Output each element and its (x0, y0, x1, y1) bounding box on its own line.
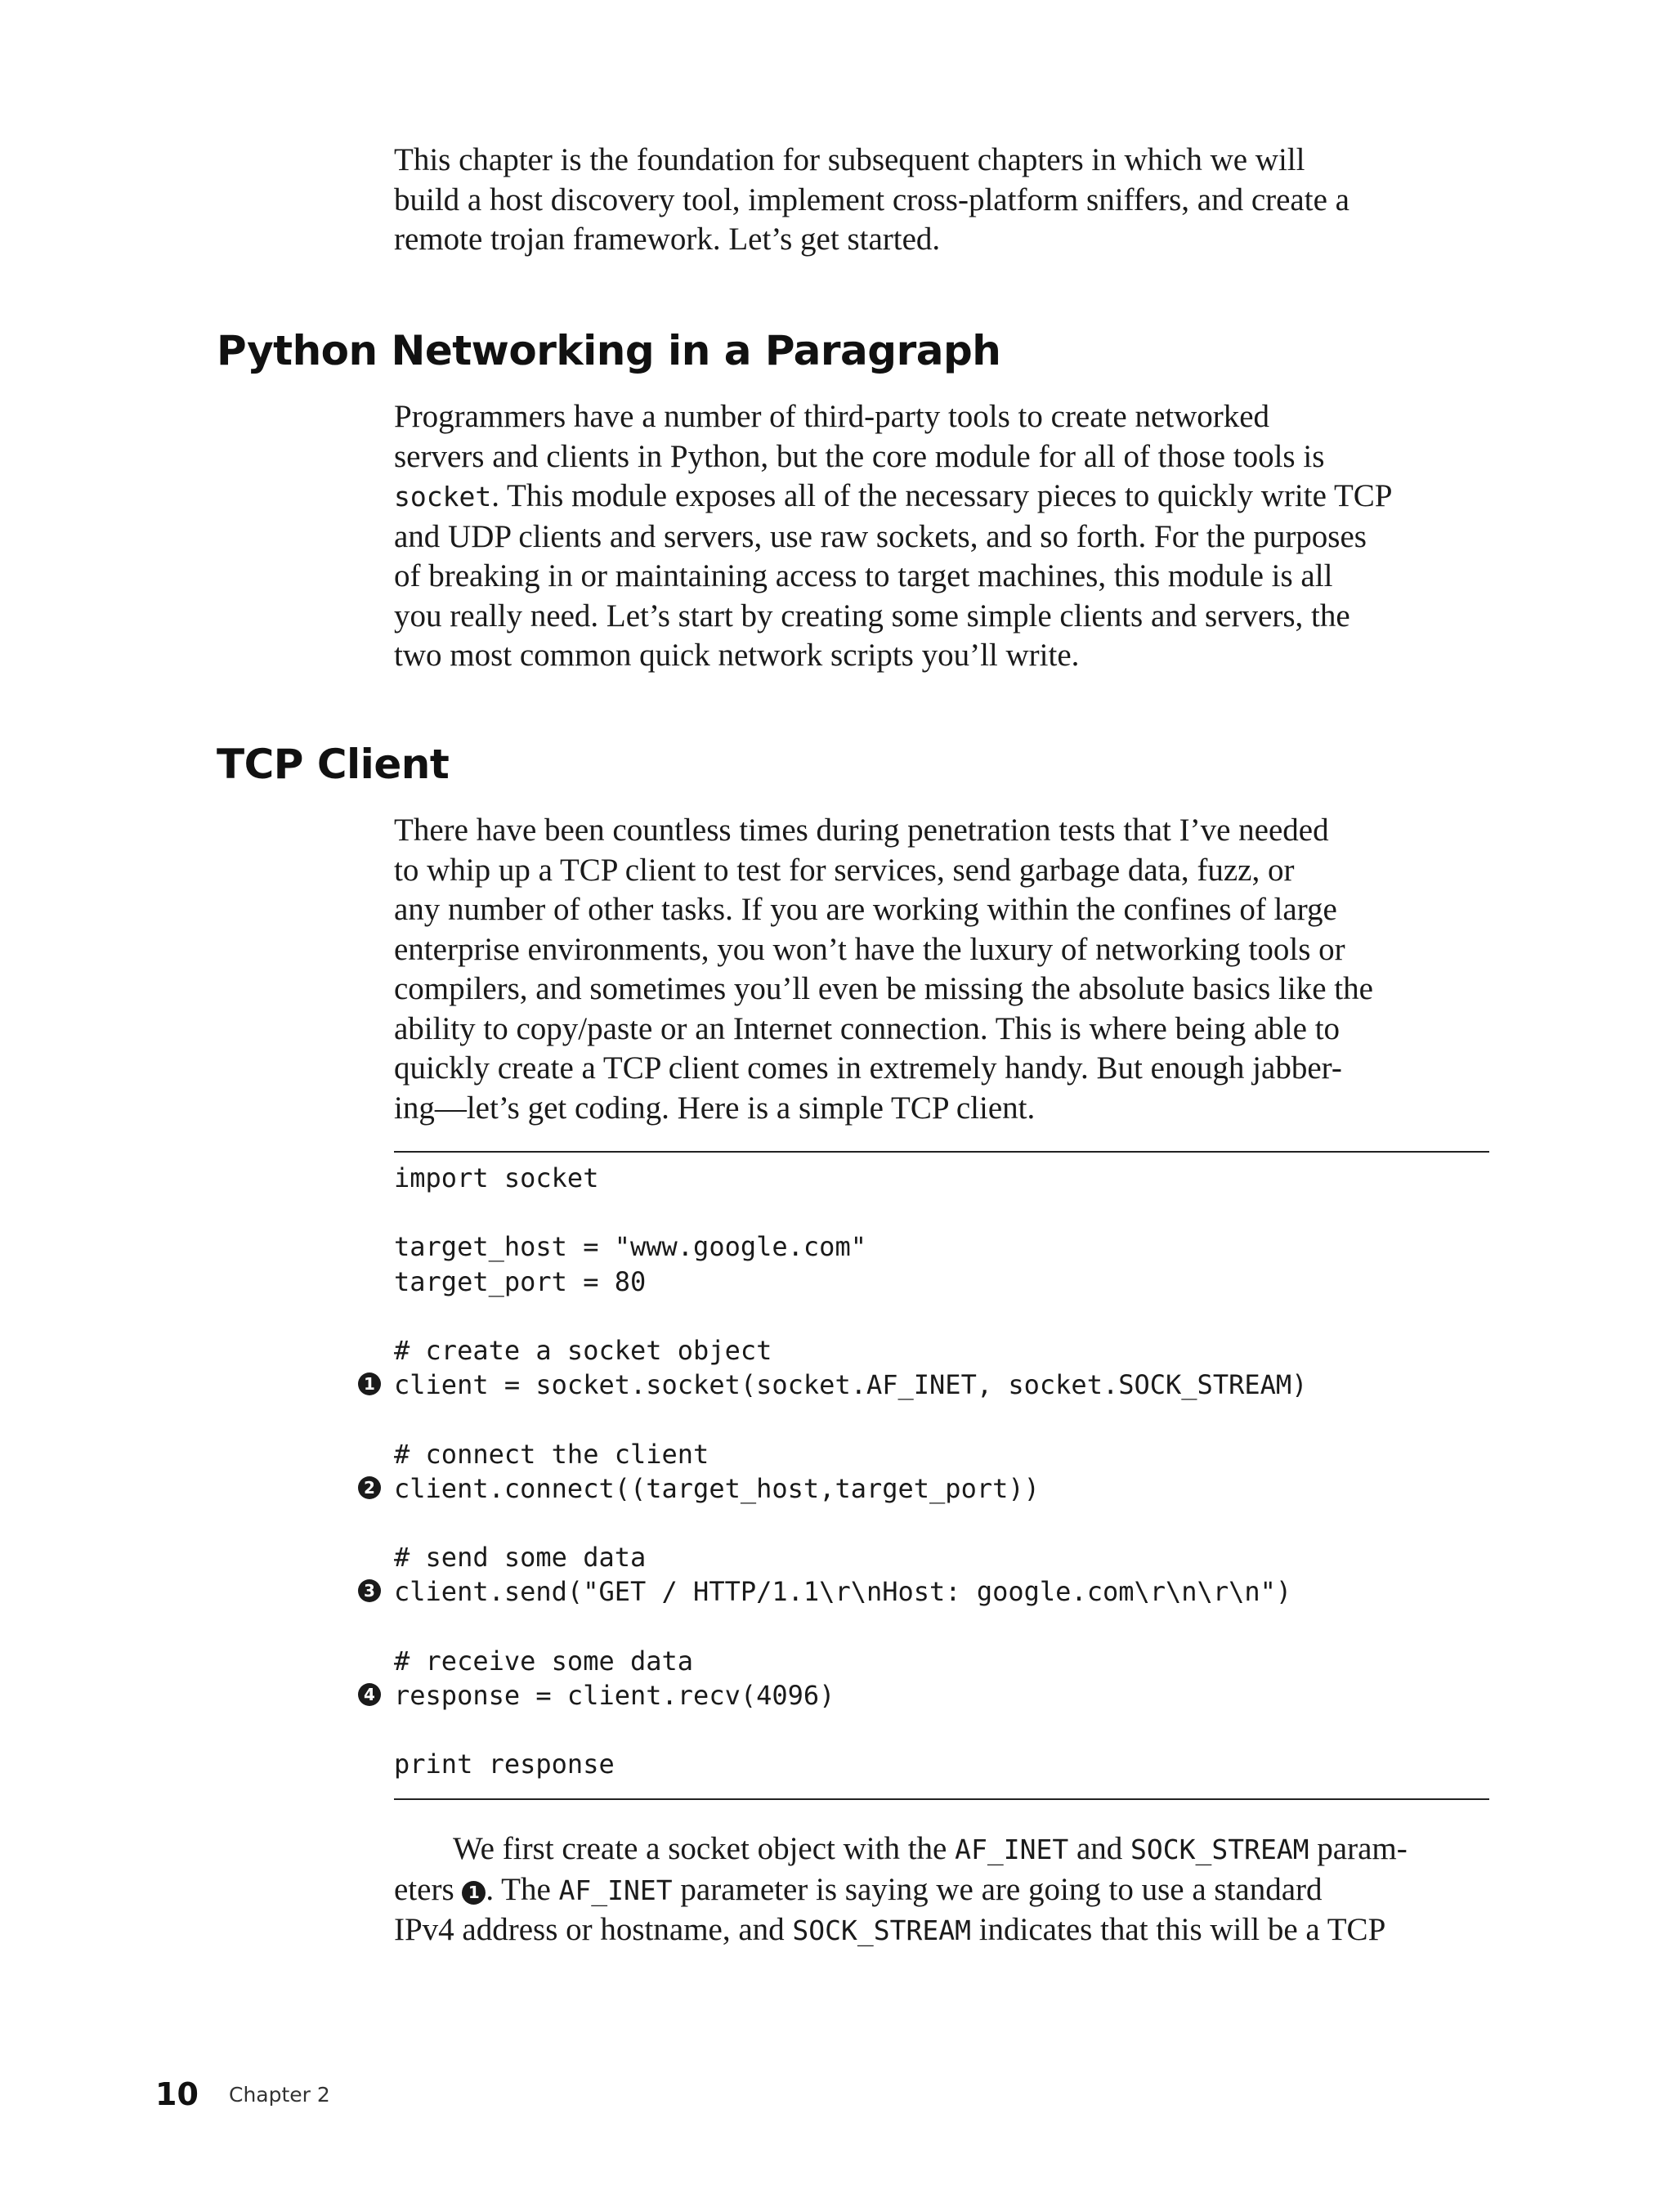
code-line (394, 1299, 1489, 1333)
section-heading-python-networking: Python Networking in a Paragraph (217, 327, 1001, 374)
intro-line: build a host discovery tool, implement cross-platform sniffers, and create a (394, 181, 1349, 217)
code-bottom-rule (394, 1798, 1489, 1800)
intro-paragraph (394, 141, 1489, 260)
code-line (394, 1437, 1489, 1471)
python-networking-paragraph (394, 397, 1489, 676)
paragraph-text: and (1068, 1831, 1130, 1866)
code-text: import socket (394, 1162, 599, 1193)
code-text: # create a socket object (394, 1334, 772, 1366)
section-heading-tcp-client: TCP Client (217, 741, 450, 788)
code-text: # connect the client (394, 1438, 709, 1470)
inline-code: AF_INET (955, 1834, 1069, 1865)
paragraph-text: parameter is saying we are going to use a standard (672, 1871, 1323, 1907)
intro-line: This chapter is the foundation for subsequent chapters in which we will (394, 142, 1305, 177)
callout-marker-4: 4 (358, 1683, 381, 1706)
code-line (394, 1713, 1489, 1747)
paragraph-line: There have been countless times during penetration tests that I’ve needed (394, 813, 1329, 848)
code-line (394, 1333, 1489, 1368)
code-line (394, 1506, 1489, 1540)
paragraph-text: . This module exposes all of the necessary pieces to quickly write TCP (491, 478, 1393, 513)
paragraph-text: We first create a socket object with the (453, 1831, 956, 1866)
paragraph-line: enterprise environments, you won’t have the luxury of networking tools or (394, 931, 1345, 967)
code-text: client.connect((target_host,target_port)) (394, 1472, 1040, 1504)
paragraph-line: compilers, and sometimes you’ll even be missing the absolute basics like the (394, 971, 1373, 1006)
code-text: response = client.recv(4096) (394, 1679, 835, 1711)
code-line (394, 1540, 1489, 1574)
code-line (394, 1195, 1489, 1229)
code-line (394, 1229, 1489, 1264)
paragraph-text: IPv4 address or hostname, and (394, 1912, 793, 1947)
callout-marker-1: 1 (462, 1881, 486, 1905)
paragraph-line: and UDP clients and servers, use raw sockets, and so forth. For the purposes (394, 518, 1367, 554)
paragraph-text: indicates that this will be a TCP (970, 1912, 1386, 1947)
callout-marker-3: 3 (358, 1579, 381, 1602)
code-top-rule (394, 1151, 1489, 1153)
paragraph-text: param- (1309, 1831, 1408, 1866)
code-text: client.send("GET / HTTP/1.1\r\nHost: google.com\r\n\r\n") (394, 1576, 1292, 1608)
page-number: 10 (155, 2076, 199, 2112)
code-text: target_port = 80 (394, 1265, 647, 1297)
code-line (394, 1161, 1489, 1195)
paragraph-line: two most common quick network scripts you’ll write. (394, 638, 1080, 673)
paragraph-line (394, 1829, 1489, 1870)
paragraph-line (394, 477, 1489, 517)
code-text: client = socket.socket(socket.AF_INET, socket.SOCK_STREAM) (394, 1369, 1308, 1401)
code-text: print response (394, 1749, 615, 1780)
code-line (394, 1644, 1489, 1678)
code-line (394, 1265, 1489, 1299)
paragraph-line: to whip up a TCP client to test for services, send garbage data, fuzz, or (394, 852, 1295, 888)
paragraph-line (394, 1910, 1489, 1951)
code-listing (364, 1161, 1489, 1781)
paragraph-line: any number of other tasks. If you are working within the confines of large (394, 892, 1337, 927)
tcp-client-paragraph (394, 811, 1489, 1128)
paragraph-line: ability to copy/paste or an Internet connection. This is where being able to (394, 1010, 1341, 1046)
chapter-label: Chapter 2 (229, 2083, 330, 2107)
paragraph-line: you really need. Let’s start by creating some simple clients and servers, the (394, 598, 1350, 634)
callout-marker-1: 1 (358, 1372, 381, 1395)
paragraph-line (394, 1870, 1489, 1911)
code-text: # send some data (394, 1542, 647, 1574)
code-line (364, 1574, 1489, 1609)
paragraph-line: quickly create a TCP client comes in extremely handy. But enough jabber- (394, 1050, 1342, 1086)
intro-line: remote trojan framework. Let’s get started. (394, 222, 941, 257)
paragraph-text: . The (486, 1871, 559, 1907)
code-line (364, 1368, 1489, 1402)
paragraph-line: of breaking in or maintaining access to target machines, this module is all (394, 558, 1333, 593)
code-line (394, 1609, 1489, 1643)
paragraph-text: eters (394, 1871, 463, 1907)
code-line (394, 1402, 1489, 1436)
inline-code: socket (394, 481, 492, 513)
code-text: target_host = "www.google.com" (394, 1231, 866, 1263)
code-text: # receive some data (394, 1645, 694, 1677)
inline-code: SOCK_STREAM (1130, 1834, 1309, 1865)
inline-code: SOCK_STREAM (792, 1914, 971, 1946)
inline-code: AF_INET (558, 1874, 673, 1906)
explanation-paragraph (394, 1829, 1489, 1951)
paragraph-line: Programmers have a number of third-party tools to create networked (394, 399, 1270, 434)
paragraph-line: ing—let’s get coding. Here is a simple TCP client. (394, 1090, 1036, 1126)
code-line (364, 1471, 1489, 1506)
code-line (394, 1747, 1489, 1781)
paragraph-line: servers and clients in Python, but the core module for all of those tools is (394, 438, 1325, 474)
callout-marker-2: 2 (358, 1476, 381, 1499)
code-line (364, 1678, 1489, 1713)
